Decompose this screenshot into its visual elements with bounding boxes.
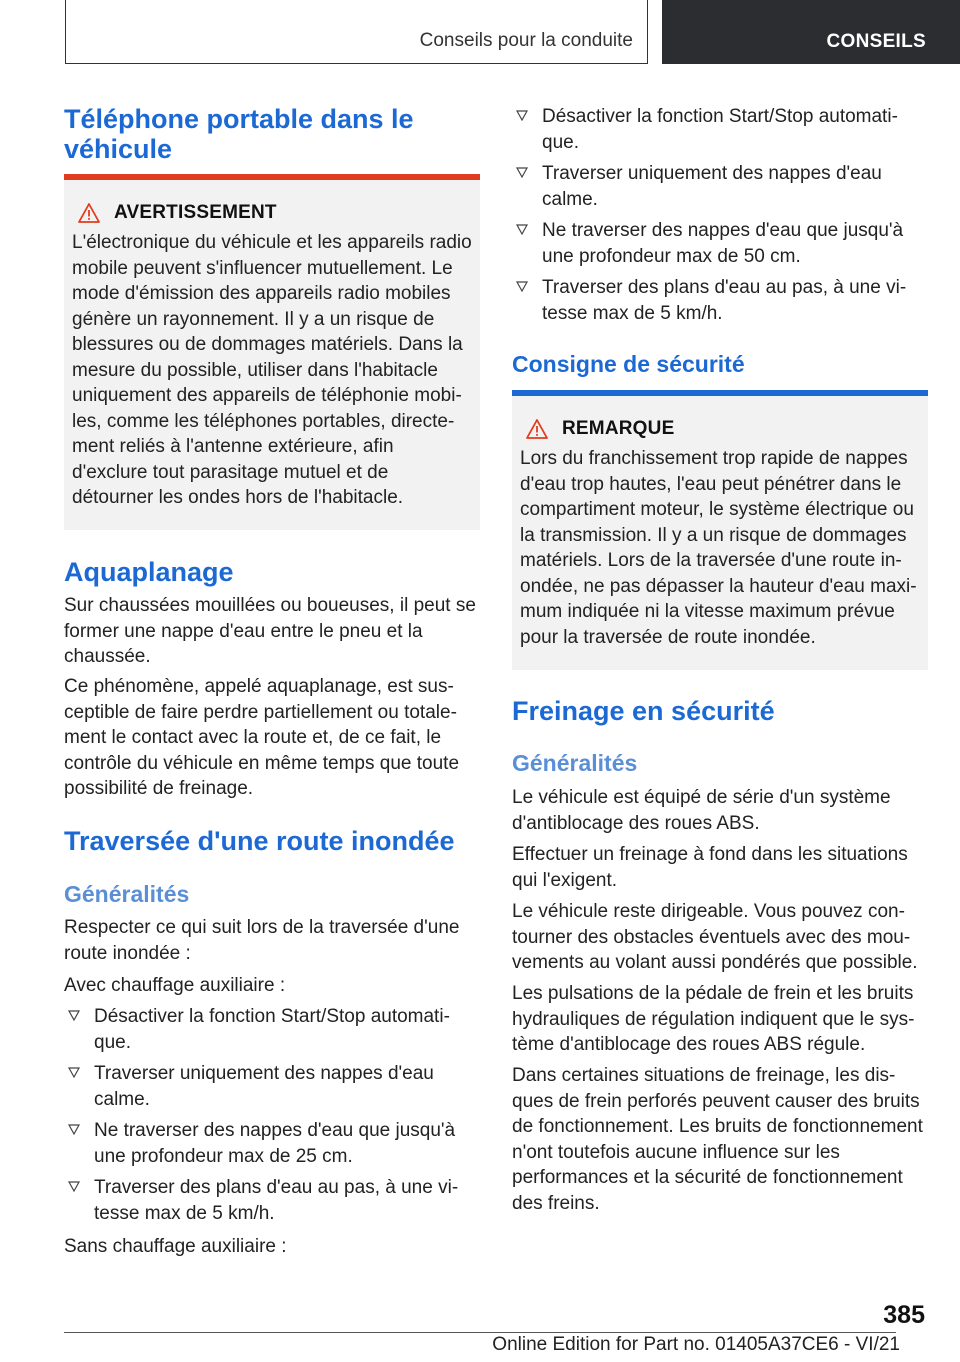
bullet-triangle-icon bbox=[68, 1181, 80, 1192]
bullet-triangle-icon bbox=[68, 1010, 80, 1021]
notice-heading bbox=[526, 418, 920, 440]
list-item-text: Traverser des plans d'eau au pas, à une vitesse max de 5 km/h. bbox=[94, 1177, 459, 1224]
bullet-triangle-icon bbox=[516, 110, 528, 121]
list-item-text: Ne traverser des nappes d'eau que jusqu'à une profondeur max de 50 cm. bbox=[542, 220, 904, 267]
bullet-triangle-icon bbox=[68, 1067, 80, 1078]
list-item-text: Traverser des plans d'eau au pas, à une vitesse max de 5 km/h. bbox=[542, 277, 907, 324]
aquaplaning-title: Aquaplanage bbox=[64, 557, 234, 587]
warning-heading bbox=[78, 202, 472, 224]
header-section-title: Conseils pour la conduite bbox=[419, 30, 633, 51]
phone-section-title: Téléphone portable dans le véhicule bbox=[64, 104, 414, 164]
list-item-text: Traverser uniquement des nappes d'eau calme. bbox=[94, 1063, 434, 1110]
warning-box bbox=[64, 174, 480, 530]
list-item bbox=[64, 1118, 480, 1169]
list-item-text: Désactiver la fonction Start/Stop automatique. bbox=[94, 1006, 450, 1053]
header-chapter-tab bbox=[662, 0, 960, 64]
bullet-triangle-icon bbox=[516, 167, 528, 178]
list-item bbox=[512, 161, 928, 212]
braking-paragraph-4: Les pulsations de la pédale de frein et les bruits hydrauliques de régulation indiquent que le système d'antiblocage des roues ABS régule. bbox=[512, 983, 915, 1055]
flooded-road-without-heater-label: Sans chauffage auxiliaire : bbox=[64, 1236, 287, 1257]
without-heater-list bbox=[512, 104, 928, 332]
bullet-triangle-icon bbox=[68, 1124, 80, 1135]
braking-paragraph-5: Dans certaines situations de freinage, les disques de frein perforés peuvent causer des bruits de fonctionnement. Les bruits de fonctionnement n'ont toutefois aucune influence sur les performances et la sécurité de fonctionnement des freins. bbox=[512, 1065, 923, 1214]
notice-text: Lors du franchissement trop rapide de nappes d'eau trop hautes, l'eau peut pénétrer dans le compartiment moteur, le système électrique ou la transmission. Il y a un risque de dommages matériels. Lors de la traversée d'une route inondée, ne pas dépasser la hauteur d'eau maximum indiquée ni la vitesse maximum prévue pour la traversée de route inondée. bbox=[520, 448, 917, 648]
braking-paragraph-2: Effectuer un freinage à fond dans les situations qui l'exigent. bbox=[512, 844, 908, 891]
list-item bbox=[64, 1061, 480, 1112]
footer-divider bbox=[64, 1332, 896, 1333]
flooded-road-subtitle: Généralités bbox=[64, 881, 190, 907]
braking-paragraph-1: Le véhicule est équipé de série d'un système d'antiblocage des roues ABS. bbox=[512, 787, 891, 834]
header-section-tab bbox=[65, 0, 648, 64]
flooded-road-with-heater-label: Avec chauffage auxiliaire : bbox=[64, 975, 286, 996]
aquaplaning-paragraph-2: Ce phénomène, appelé aquaplanage, est susceptible de faire perdre partiellement ou totalement le contact avec la route et, de ce fait, le contrôle du véhicule en même temps que toute possibilité de freinage. bbox=[64, 676, 460, 799]
warning-text: L'électronique du véhicule et les appareils radio mobile peuvent s'influencer mutuellement. Le mode d'émission des appareils radio mobiles génère un rayonnement. Il y a un risque de blessures ou de dommages matériels. Dans la mesure du possible, utiliser dans l'habitacle uniquement des appareils de téléphonie mobiles, comme les téléphones portables, directement reliés à l'antenne extérieure, afin d'exclure tout parasitage mutuel et de détourner les ondes hors de l'habitacle. bbox=[72, 232, 472, 508]
warning-bar bbox=[64, 174, 480, 180]
flooded-road-paragraph-1: Respecter ce qui suit lors de la traversée d'une route inondée : bbox=[64, 917, 460, 964]
list-item bbox=[64, 1175, 480, 1226]
braking-subtitle: Généralités bbox=[512, 750, 638, 776]
with-heater-list bbox=[64, 1004, 480, 1232]
list-item-text: Traverser uniquement des nappes d'eau calme. bbox=[542, 163, 882, 210]
list-item-text: Désactiver la fonction Start/Stop automatique. bbox=[542, 106, 898, 153]
aquaplaning-paragraph-1: Sur chaussées mouillées ou boueuses, il peut se former une nappe d'eau entre le pneu et la chaussée. bbox=[64, 595, 476, 667]
header-chapter-title: CONSEILS bbox=[826, 31, 926, 52]
notice-box bbox=[512, 390, 928, 670]
list-item bbox=[512, 275, 928, 326]
page-number: 385 bbox=[883, 1301, 925, 1329]
footer-edition: Online Edition for Part no. 01405A37CE6 - VI/21 bbox=[492, 1334, 900, 1355]
notice-label: REMARQUE bbox=[562, 418, 675, 439]
safety-title: Consigne de sécurité bbox=[512, 351, 745, 377]
braking-paragraph-3: Le véhicule reste dirigeable. Vous pouvez contourner des obstacles éventuels avec des mouvements au volant aussi pondérés que possible. bbox=[512, 901, 918, 973]
warning-triangle-icon bbox=[526, 419, 548, 439]
list-item bbox=[64, 1004, 480, 1055]
bullet-triangle-icon bbox=[516, 224, 528, 235]
notice-bar bbox=[512, 390, 928, 396]
warning-triangle-icon bbox=[78, 203, 100, 223]
list-item bbox=[512, 104, 928, 155]
bullet-triangle-icon bbox=[516, 281, 528, 292]
list-item bbox=[512, 218, 928, 269]
warning-label: AVERTISSEMENT bbox=[114, 202, 277, 223]
braking-title: Freinage en sécurité bbox=[512, 696, 775, 726]
list-item-text: Ne traverser des nappes d'eau que jusqu'à une profondeur max de 25 cm. bbox=[94, 1120, 456, 1167]
flooded-road-title: Traversée d'une route inondée bbox=[64, 826, 455, 856]
